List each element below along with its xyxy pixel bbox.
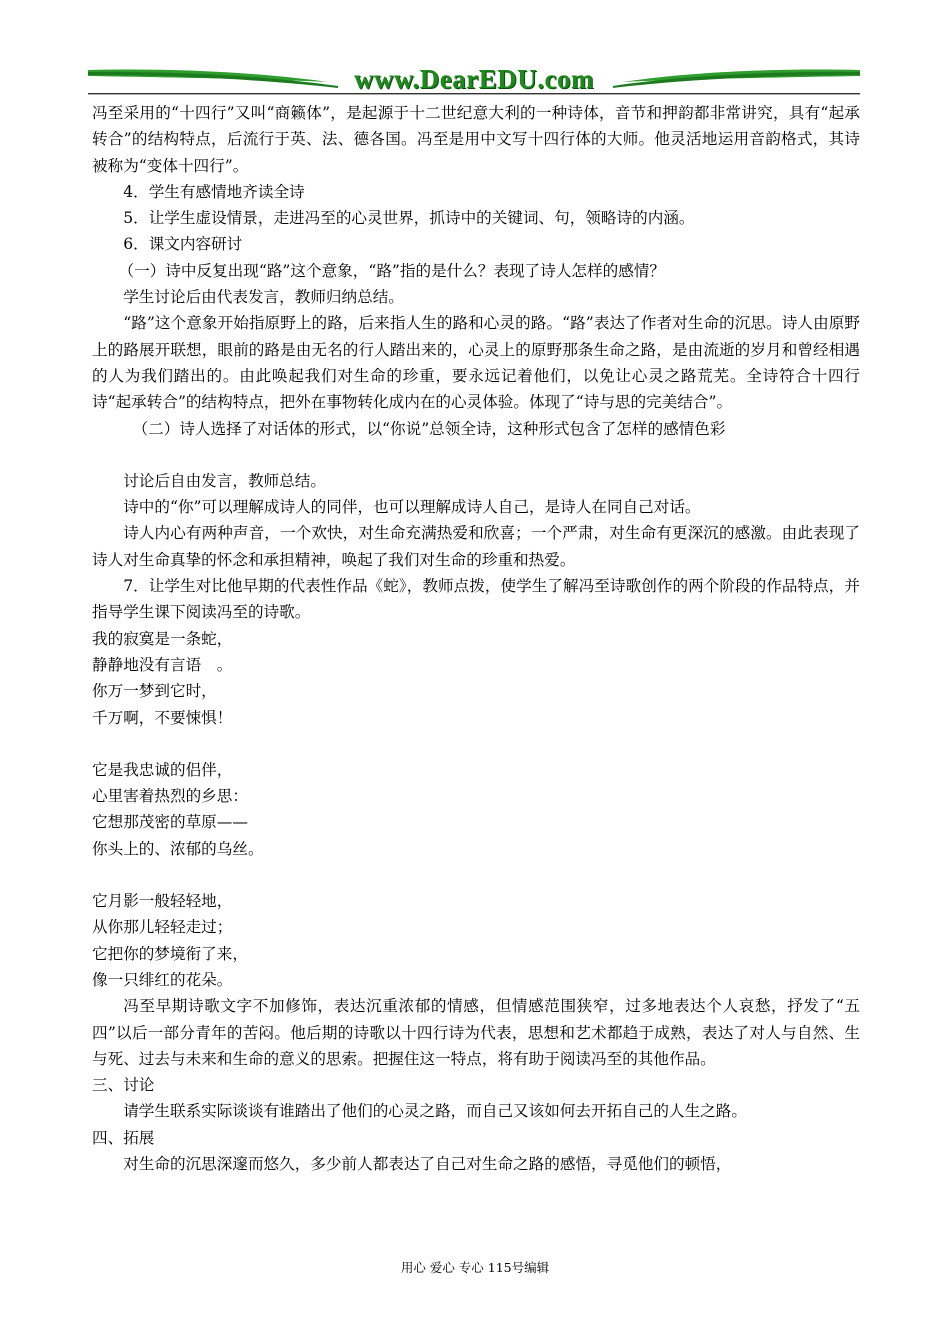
poem-line: 你万一梦到它时， [92, 682, 217, 701]
paragraph: （二）诗人选择了对话体的形式，以“你说”总领全诗，这种形式包含了怎样的感情色彩 [132, 419, 726, 438]
poem-line: 它把你的梦境衔了来， [92, 944, 248, 963]
spacer [92, 442, 860, 468]
poem-line: 从你那儿轻轻走过； [92, 918, 233, 937]
document-body [92, 100, 860, 1177]
paragraph: 请学生联系实际谈谈有谁踏出了他们的心灵之路，而自己又该如何去开拓自己的人生之路。 [123, 1102, 747, 1121]
paragraph: 诗人内心有两种声音，一个欢快，对生命充满热爱和欣喜；一个严肃，对生命有更深沉的感激。由此表现了诗人对生命真挚的怀念和承担精神，唤起了我们对生命的珍重和热爱。 [92, 524, 860, 569]
poem-line: 我的寂寞是一条蛇， [92, 629, 233, 648]
paragraph: 学生讨论后由代表发言，教师归纳总结。 [123, 288, 404, 307]
paragraph: 冯至早期诗歌文字不加修饰，表达沉重浓郁的情感，但情感范围狭窄，过多地表达个人哀愁，抒发了“五四”以后一部分青年的苦闷。他后期的诗歌以十四行诗为代表，思想和艺术都趋于成熟，表达了对人与自然、生与死、过去与未来和生命的意义的思索。把握住这一特点，将有助于阅读冯至的其他作品。 [92, 997, 860, 1068]
paragraph: 冯至采用的“十四行”又叫“商籁体”，是起源于十二世纪意大利的一种诗体，音节和押韵都非常讲究，具有“起承转合”的结构特点，后流行于英、法、德各国。冯至是用中文写十四行体的大师。他灵活地运用音韵格式，其诗被称为“变体十四行”。 [92, 104, 860, 175]
poem-line: 它是我忠诚的侣伴， [92, 760, 233, 779]
paragraph: 7．让学生对比他早期的代表性作品《蛇》，教师点拨，使学生了解冯至诗歌创作的两个阶段的作品特点，并指导学生课下阅读冯至的诗歌。 [92, 577, 860, 622]
poem-line: 它月影一般轻轻地， [92, 892, 233, 911]
poem-line: 像一只绯红的花朵。 [92, 970, 233, 989]
section-heading: 三、讨论 [92, 1076, 155, 1095]
spacer [92, 862, 860, 888]
spacer [92, 731, 860, 757]
paragraph: 6．课文内容研讨 [123, 235, 243, 254]
paragraph: （一）诗中反复出现“路”这个意象，“路”指的是什么？表现了诗人怎样的感情？ [118, 261, 665, 280]
poem-line: 它想那茂密的草原—— [92, 813, 248, 832]
site-header [88, 62, 860, 96]
poem-line: 静静地没有言语 。 [92, 655, 233, 674]
paragraph: 对生命的沉思深邃而悠久，多少前人都表达了自己对生命之路的感悟，寻觅他们的顿悟， [123, 1154, 732, 1173]
paragraph: 诗中的“你”可以理解成诗人的同伴，也可以理解成诗人自己，是诗人在同自己对话。 [123, 498, 701, 517]
site-logo[interactable]: www.DearEDU.com [354, 64, 594, 94]
paragraph: 4．学生有感情地齐读全诗 [123, 182, 305, 201]
paragraph: 讨论后自由发言，教师总结。 [123, 471, 326, 490]
poem-line: 千万啊，不要悚惧！ [92, 708, 233, 727]
page-footer: 用心 爱心 专心 115号编辑 [400, 1260, 550, 1275]
section-heading: 四、拓展 [92, 1128, 155, 1147]
paragraph: “路”这个意象开始指原野上的路，后来指人生的路和心灵的路。“路”表达了作者对生命的沉思。诗人由原野上的路展开联想，眼前的路是由无名的行人踏出来的，心灵上的原野那条生命之路，是由流逝的岁月和曾经相遇的人为我们踏出的。由此唤起我们对生命的珍重，要永远记着他们，以免让心灵之路荒芜。全诗符合十四行诗“起承转合”的结构特点，把外在事物转化成内在的心灵体验。体现了“诗与思的完美结合”。 [92, 314, 860, 412]
poem-line: 你头上的、浓郁的乌丝。 [92, 839, 264, 858]
paragraph: 5．让学生虚设情景，走进冯至的心灵世界，抓诗中的关键词、句，领略诗的内涵。 [123, 209, 695, 228]
poem-line: 心里害着热烈的乡思： [92, 787, 248, 806]
